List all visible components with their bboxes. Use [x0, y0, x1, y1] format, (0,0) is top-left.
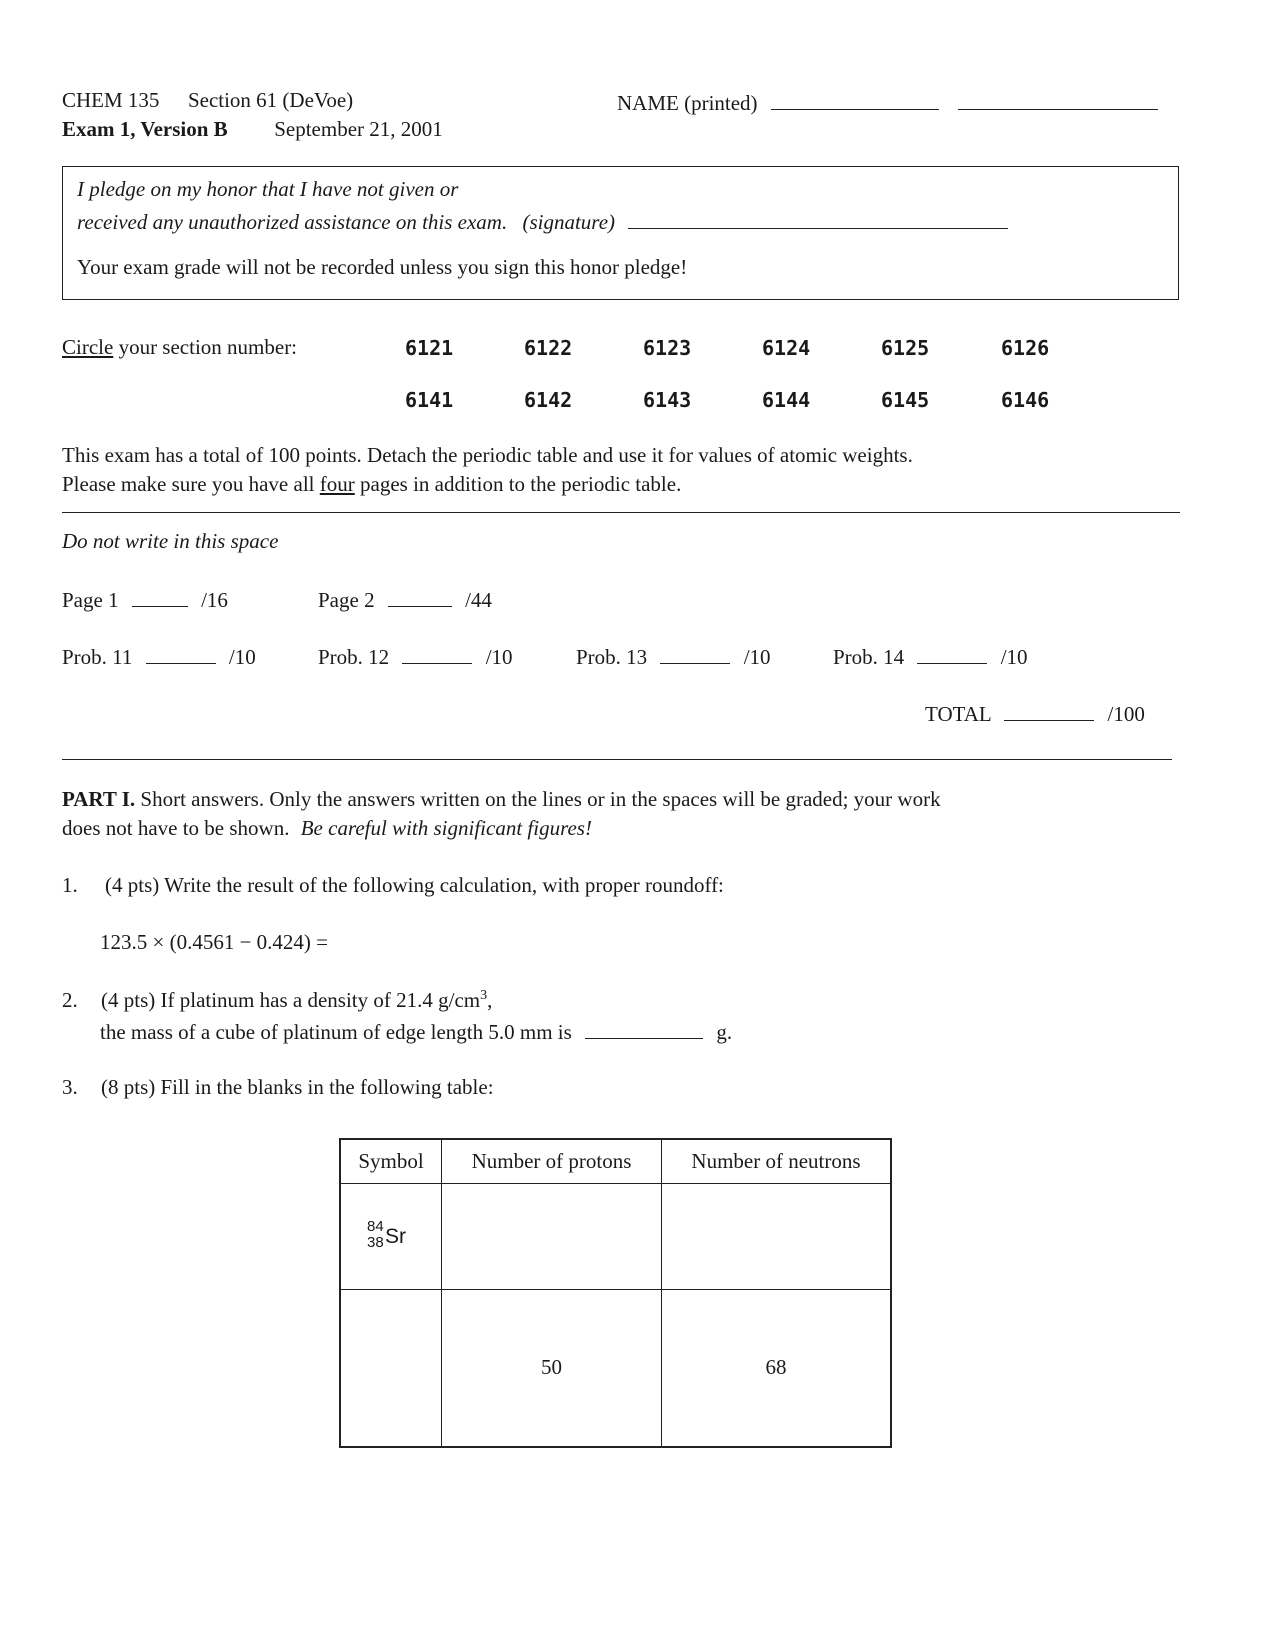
exam-info-line-2	[62, 472, 681, 497]
total-label: TOTAL	[925, 702, 991, 726]
table-row	[340, 1183, 891, 1289]
grade-page-2	[318, 585, 492, 613]
pledge-line-1: I pledge on my honor that I have not given or	[77, 177, 459, 201]
question-1	[62, 873, 724, 898]
q2-comma: ,	[487, 988, 493, 1012]
section-number[interactable]: 6144	[762, 388, 811, 412]
page-1-label: Page 1	[62, 588, 119, 612]
section-number[interactable]: 6126	[1001, 336, 1050, 360]
exam-info-line-1: This exam has a total of 100 points. Detach the periodic table and use it for values of atomic weights.	[62, 443, 913, 467]
question-3	[62, 1075, 494, 1100]
table-header-row	[340, 1139, 891, 1183]
mass-number: 84	[367, 1217, 384, 1235]
section-prompt	[62, 335, 297, 360]
prob-12-max: /10	[485, 645, 513, 669]
part-1-intro	[62, 787, 941, 812]
table-row	[340, 1289, 891, 1447]
section-number[interactable]: 6141	[405, 388, 454, 412]
q2-text-2: the mass of a cube of platinum of edge length 5.0 mm is	[100, 1020, 572, 1044]
section-number[interactable]: 6124	[762, 336, 811, 360]
prob-12-label: Prob. 12	[318, 645, 390, 669]
section-info: Section 61 (DeVoe)	[187, 88, 354, 112]
total-max: /100	[1107, 702, 1145, 726]
page-2-blank	[388, 585, 452, 607]
prob-11-max: /10	[228, 645, 256, 669]
section-number[interactable]: 6125	[881, 336, 930, 360]
element-symbol: Sr	[385, 1224, 406, 1248]
prob-14-label: Prob. 14	[833, 645, 905, 669]
q2-superscript: 3	[480, 988, 488, 1003]
name-field[interactable]	[617, 88, 1158, 116]
part-1-intro-text-2: does not have to be shown.	[62, 816, 290, 840]
name-blank-last[interactable]	[958, 88, 1158, 110]
section-number[interactable]: 6123	[643, 336, 692, 360]
q2-number: 2.	[62, 988, 78, 1012]
pledge-line-2-text: received any unauthorized assistance on this exam.	[77, 210, 508, 234]
neutrons-cell: 68	[662, 1289, 892, 1447]
part-1-intro-text: Short answers. Only the answers written on the lines or in the spaces will be graded; your work	[140, 787, 941, 811]
q1-expression: 123.5 × (0.4561 − 0.424) =	[100, 930, 329, 954]
q2-answer-blank[interactable]	[585, 1017, 703, 1039]
prob-14-blank	[917, 642, 987, 664]
divider-top	[62, 512, 1180, 513]
course-code: CHEM 135	[62, 88, 160, 112]
divider-bottom	[62, 759, 1172, 760]
pledge-warning: Your exam grade will not be recorded unless you sign this honor pledge!	[77, 255, 688, 279]
course-header	[62, 88, 353, 113]
q3-number: 3.	[62, 1075, 78, 1099]
header-neutrons: Number of neutrons	[662, 1139, 892, 1183]
name-label: NAME (printed)	[617, 91, 758, 115]
question-2	[62, 988, 492, 1013]
grade-prob-13	[576, 642, 771, 670]
info-four: four	[319, 472, 355, 496]
page-1-blank	[132, 585, 188, 607]
section-number[interactable]: 6145	[881, 388, 930, 412]
q2-unit: g.	[716, 1020, 733, 1044]
prob-14-max: /10	[1000, 645, 1028, 669]
prob-13-max: /10	[743, 645, 771, 669]
name-blank-first[interactable]	[771, 88, 939, 110]
page-2-max: /44	[465, 588, 492, 612]
total-blank	[1004, 699, 1094, 721]
significant-figures-caution: Be careful with significant figures!	[300, 816, 592, 840]
grade-prob-12	[318, 642, 513, 670]
prob-12-blank	[402, 642, 472, 664]
section-number[interactable]: 6121	[405, 336, 454, 360]
prob-11-label: Prob. 11	[62, 645, 133, 669]
q2-text-1: (4 pts) If platinum has a density of 21.4 g/cm	[101, 988, 481, 1012]
header-symbol: Symbol	[340, 1139, 442, 1183]
q3-text: (8 pts) Fill in the blanks in the following table:	[101, 1075, 494, 1099]
section-number[interactable]: 6122	[524, 336, 573, 360]
pledge-line-2	[77, 207, 1008, 235]
part-1-intro-2	[62, 816, 592, 841]
grade-prob-14	[833, 642, 1028, 670]
signature-blank[interactable]	[628, 207, 1008, 229]
q1-text: (4 pts) Write the result of the following calculation, with proper roundoff:	[105, 873, 724, 897]
q2-line-2	[100, 1017, 732, 1045]
grade-total	[925, 699, 1145, 727]
exam-header	[62, 117, 443, 142]
prob-13-label: Prob. 13	[576, 645, 648, 669]
protons-cell: 50	[442, 1289, 662, 1447]
info-text-pre: Please make sure you have all	[62, 472, 315, 496]
q1-number: 1.	[62, 873, 78, 897]
info-text-post: pages in addition to the periodic table.	[360, 472, 682, 496]
section-number[interactable]: 6146	[1001, 388, 1050, 412]
header-protons: Number of protons	[442, 1139, 662, 1183]
prob-11-blank	[146, 642, 216, 664]
page-2-label: Page 2	[318, 588, 375, 612]
do-not-write-notice: Do not write in this space	[62, 529, 279, 553]
atomic-number: 38	[367, 1233, 384, 1251]
prob-13-blank	[660, 642, 730, 664]
exam-version: Exam 1, Version B	[62, 117, 228, 141]
exam-date: September 21, 2001	[274, 117, 443, 141]
grade-page-1	[62, 585, 228, 613]
nuclide-symbol	[367, 1218, 415, 1258]
symbol-cell[interactable]	[340, 1289, 442, 1447]
section-number[interactable]: 6142	[524, 388, 573, 412]
neutrons-cell[interactable]	[662, 1183, 892, 1289]
part-1-title: PART I.	[62, 787, 136, 811]
protons-cell[interactable]	[442, 1183, 662, 1289]
grade-prob-11	[62, 642, 256, 670]
symbol-cell	[340, 1183, 442, 1289]
section-prompt-rest: your section number:	[118, 335, 298, 359]
page-1-max: /16	[201, 588, 228, 612]
section-number[interactable]: 6143	[643, 388, 692, 412]
signature-label: (signature)	[522, 210, 616, 234]
honor-pledge-box	[62, 166, 1179, 300]
circle-word: Circle	[62, 335, 114, 359]
isotope-table	[339, 1138, 892, 1448]
